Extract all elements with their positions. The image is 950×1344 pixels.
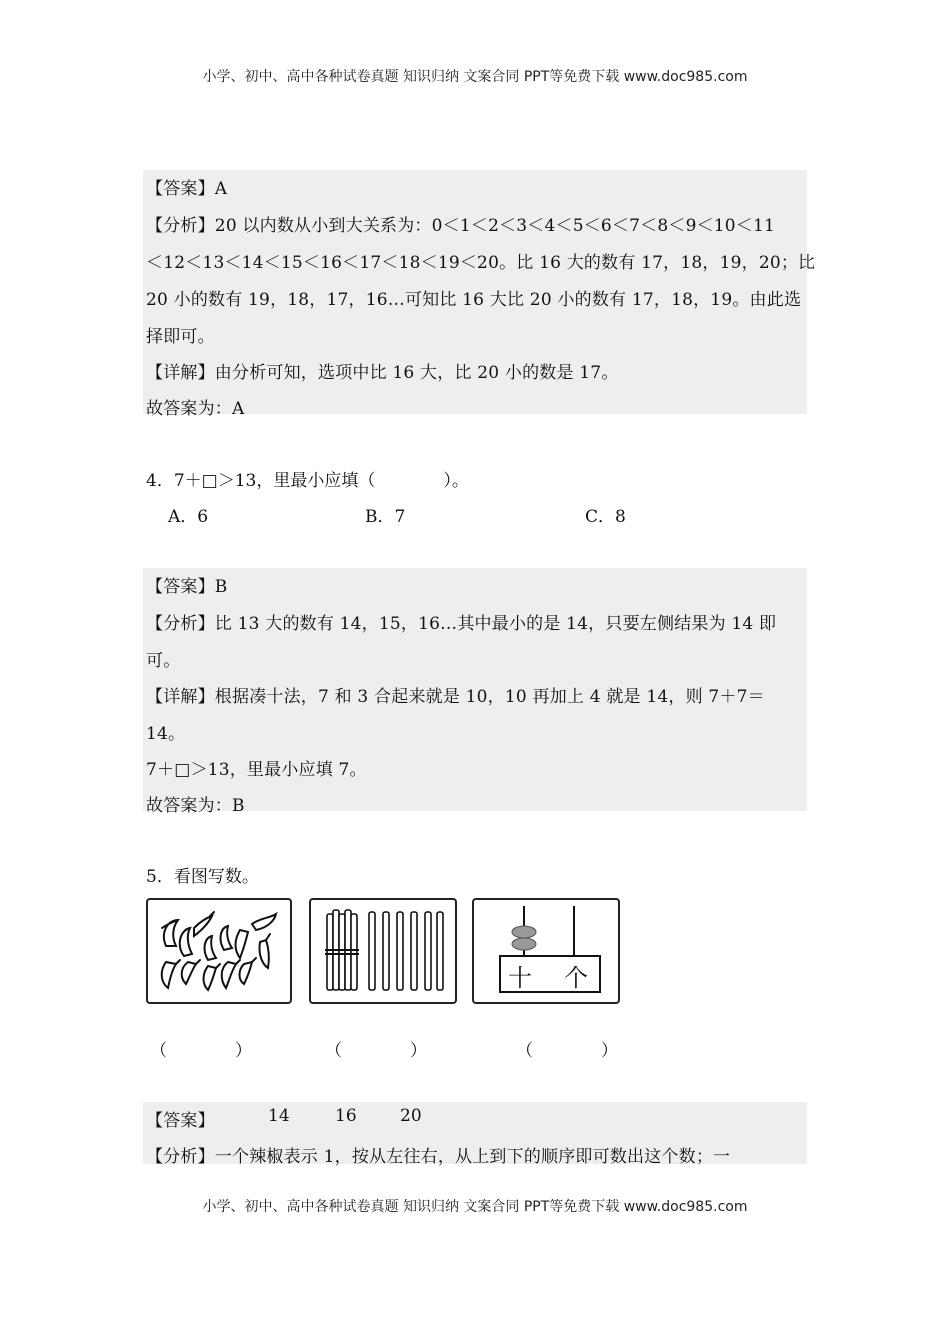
detail-line: 14。 <box>146 724 186 744</box>
chili-pepper-icon <box>148 900 290 1002</box>
answer-value: 16 <box>335 1106 357 1126</box>
ones-label: 个 <box>564 964 588 992</box>
answer-line: 【答案】B <box>146 577 228 597</box>
chili-peppers-image <box>146 898 292 1004</box>
sticks-icon <box>311 900 455 1002</box>
answer-value: 14 <box>268 1106 290 1126</box>
abacus-image <box>472 898 620 1004</box>
abacus-icon <box>474 900 618 1002</box>
answer-blank[interactable]: （ ） <box>150 1041 252 1061</box>
analysis-line: 【分析】20 以内数从小到大关系为：0＜1＜2＜3＜4＜5＜6＜7＜8＜9＜10＜11 <box>146 216 776 236</box>
answer-blank[interactable]: （ ） <box>516 1041 618 1061</box>
answer-value: 20 <box>400 1106 422 1126</box>
question-4: 4．7＋□＞13，里最小应填（ ）。 <box>146 471 469 491</box>
tens-label: 十 <box>508 964 532 992</box>
page-footer: 小学、初中、高中各种试卷真题 知识归纳 文案合同 PPT等免费下载 www.doc985.com <box>202 1199 748 1215</box>
detail-line: 【详解】由分析可知，选项中比 16 大，比 20 小的数是 17。 <box>146 363 619 383</box>
question-5: 5．看图写数。 <box>146 867 259 887</box>
answer-blank[interactable]: （ ） <box>325 1041 427 1061</box>
page-header: 小学、初中、高中各种试卷真题 知识归纳 文案合同 PPT等免费下载 www.doc985.com <box>202 69 748 85</box>
analysis-line: 【分析】比 13 大的数有 14，15，16…其中最小的是 14，只要左侧结果为 14 即 <box>146 614 777 634</box>
analysis-line: 择即可。 <box>146 327 215 347</box>
answer-line: 【答案】A <box>146 179 228 199</box>
analysis-line: 【分析】一个辣椒表示 1，按从左往右，从上到下的顺序即可数出这个数；一 <box>146 1147 731 1167</box>
analysis-line: 可。 <box>146 651 181 671</box>
conclusion-line: 故答案为：B <box>146 796 245 816</box>
detail-line: 【详解】根据凑十法，7 和 3 合起来就是 10，10 再加上 4 就是 14，则 7＋7＝ <box>146 687 765 707</box>
sticks-bundle-image <box>309 898 457 1004</box>
analysis-line: ＜12＜13＜14＜15＜16＜17＜18＜19＜20。比 16 大的数有 17，18，19，20；比 <box>146 253 816 273</box>
conclusion-line: 故答案为：A <box>146 399 245 419</box>
option-b: B．7 <box>365 507 406 527</box>
analysis-line: 20 小的数有 19，18，17，16…可知比 16 大比 20 小的数有 17，18，19。由此选 <box>146 290 802 310</box>
option-a: A．6 <box>168 507 209 527</box>
answer-label: 【答案】 <box>146 1111 215 1131</box>
option-c: C．8 <box>585 507 626 527</box>
detail-line: 7＋□＞13，里最小应填 7。 <box>146 760 367 780</box>
